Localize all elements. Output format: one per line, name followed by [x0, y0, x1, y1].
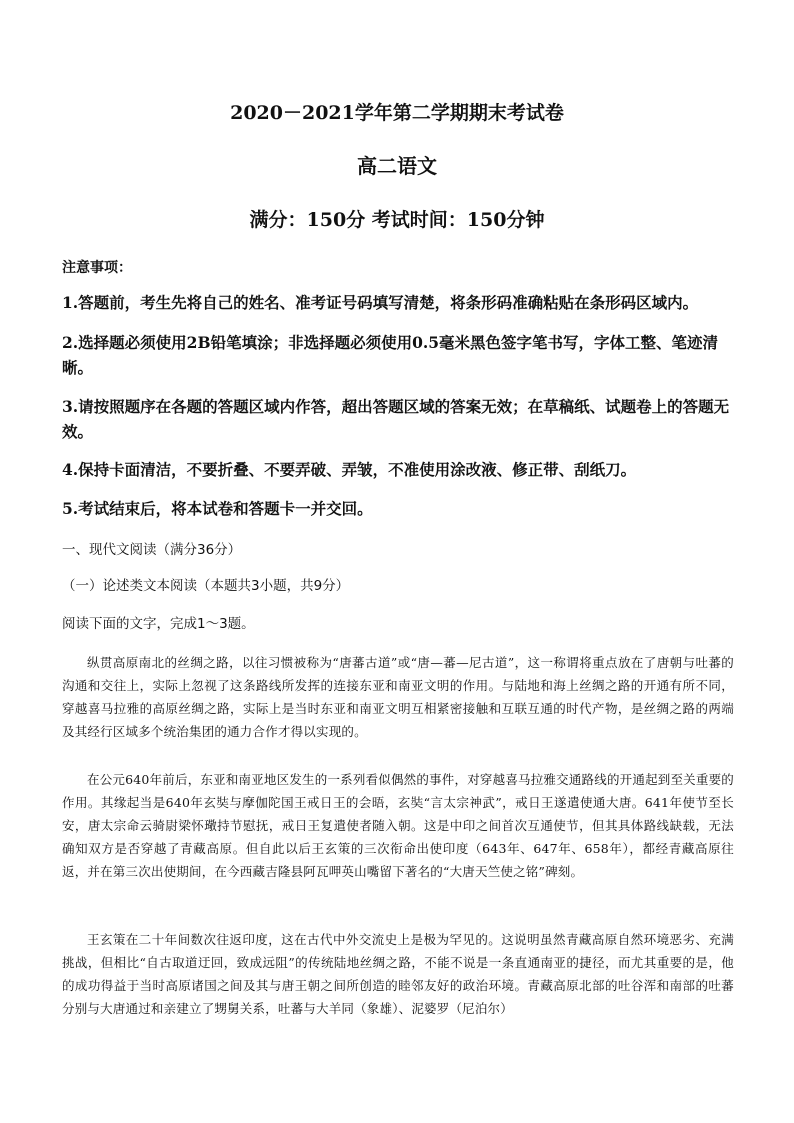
subject-title: 高二语文: [357, 154, 437, 178]
exam-title: 2020－2021学年第二学期期末考试卷: [230, 102, 564, 124]
notice-rule-4: 4.保持卡面清洁，不要折叠、不要弄破、弄皱，不准使用涂改液、修正带、刮纸刀。: [62, 460, 637, 479]
notice-rule-3: 3.请按照题序在各题的答题区域内作答，超出答题区域的答案无效；在草稿纸、试题卷上的答题无效。: [62, 397, 730, 441]
notice-heading: 注意事项：: [62, 260, 132, 276]
passage-paragraph-3: 王玄策在二十年间数次往返印度，这在古代中外交流史上是极为罕见的。这说明虽然青藏高原自然环境恶劣、充满挑战，但相比“自古取道迂回，致成远阻”的传统陆地丝绸之路，不能不说是一条直通南亚的捷径，而尤其重要的是，他的成功得益于当时高原诸国之间及其与唐王朝之间所创造的睦邻友好的政治环境。青藏高原北部的吐谷浑和南部的吐蕃分别与大唐通过和亲建立了甥舅关系，吐蕃与大羊同（象雄）、泥婆罗（尼泊尔）: [62, 932, 734, 1016]
section-heading: 一、现代文阅读（满分36分）: [62, 542, 242, 558]
exam-meta: 满分：150分 考试时间：150分钟: [249, 209, 545, 231]
passage-paragraph-2: 在公元640年前后，东亚和南亚地区发生的一系列看似偶然的事件，对穿越喜马拉雅交通路线的开通起到至关重要的作用。其缘起当是640年玄奘与摩伽陀国王戒日王的会晤，玄奘“言太宗神武”，戒日王遂遣使通大唐。641年使节至长安，唐太宗命云骑尉梁怀璥持节慰抚，戒日王复遣使者随入朝。这是中印之间首次互通使节，但其具体路线缺载，无法确知双方是否穿越了青藏高原。但自此以后王玄策的三次衔命出使印度（643年、647年、658年），都经青藏高原往返，并在第三次出使期间，在今西藏吉隆县阿瓦呷英山嘴留下著名的“大唐天竺使之铭”碑刻。: [62, 772, 735, 879]
notice-rule-2: 2.选择题必须使用2B铅笔填涂；非选择题必须使用0.5毫米黑色签字笔书写，字体工整、笔迹清晰。: [62, 333, 719, 377]
notice-rule-5: 5.考试结束后，将本试卷和答题卡一并交回。: [62, 499, 373, 518]
notice-rule-1: 1.答题前，考生先将自己的姓名、准考证号码填写清楚，将条形码准确粘贴在条形码区域内。: [62, 293, 699, 312]
passage-paragraph-1: 纵贯高原南北的丝绸之路，以往习惯被称为“唐蕃古道”或“唐—蕃—尼古道”，这一称谓将重点放在了唐朝与吐蕃的沟通和交往上，实际上忽视了这条路线所发挥的连接东亚和南亚文明的作用。与陆地和海上丝绸之路的开通有所不同，穿越喜马拉雅的高原丝绸之路，实际上是当时东亚和南亚文明互相紧密接触和互联互通的时代产物，是丝绸之路的两端及其经行区域多个统治集团的通力合作才得以实现的。: [62, 655, 734, 739]
subsection-heading: （一）论述类文本阅读（本题共3小题，共9分）: [62, 578, 350, 594]
reading-instruction: 阅读下面的文字，完成1～3题。: [62, 616, 255, 632]
